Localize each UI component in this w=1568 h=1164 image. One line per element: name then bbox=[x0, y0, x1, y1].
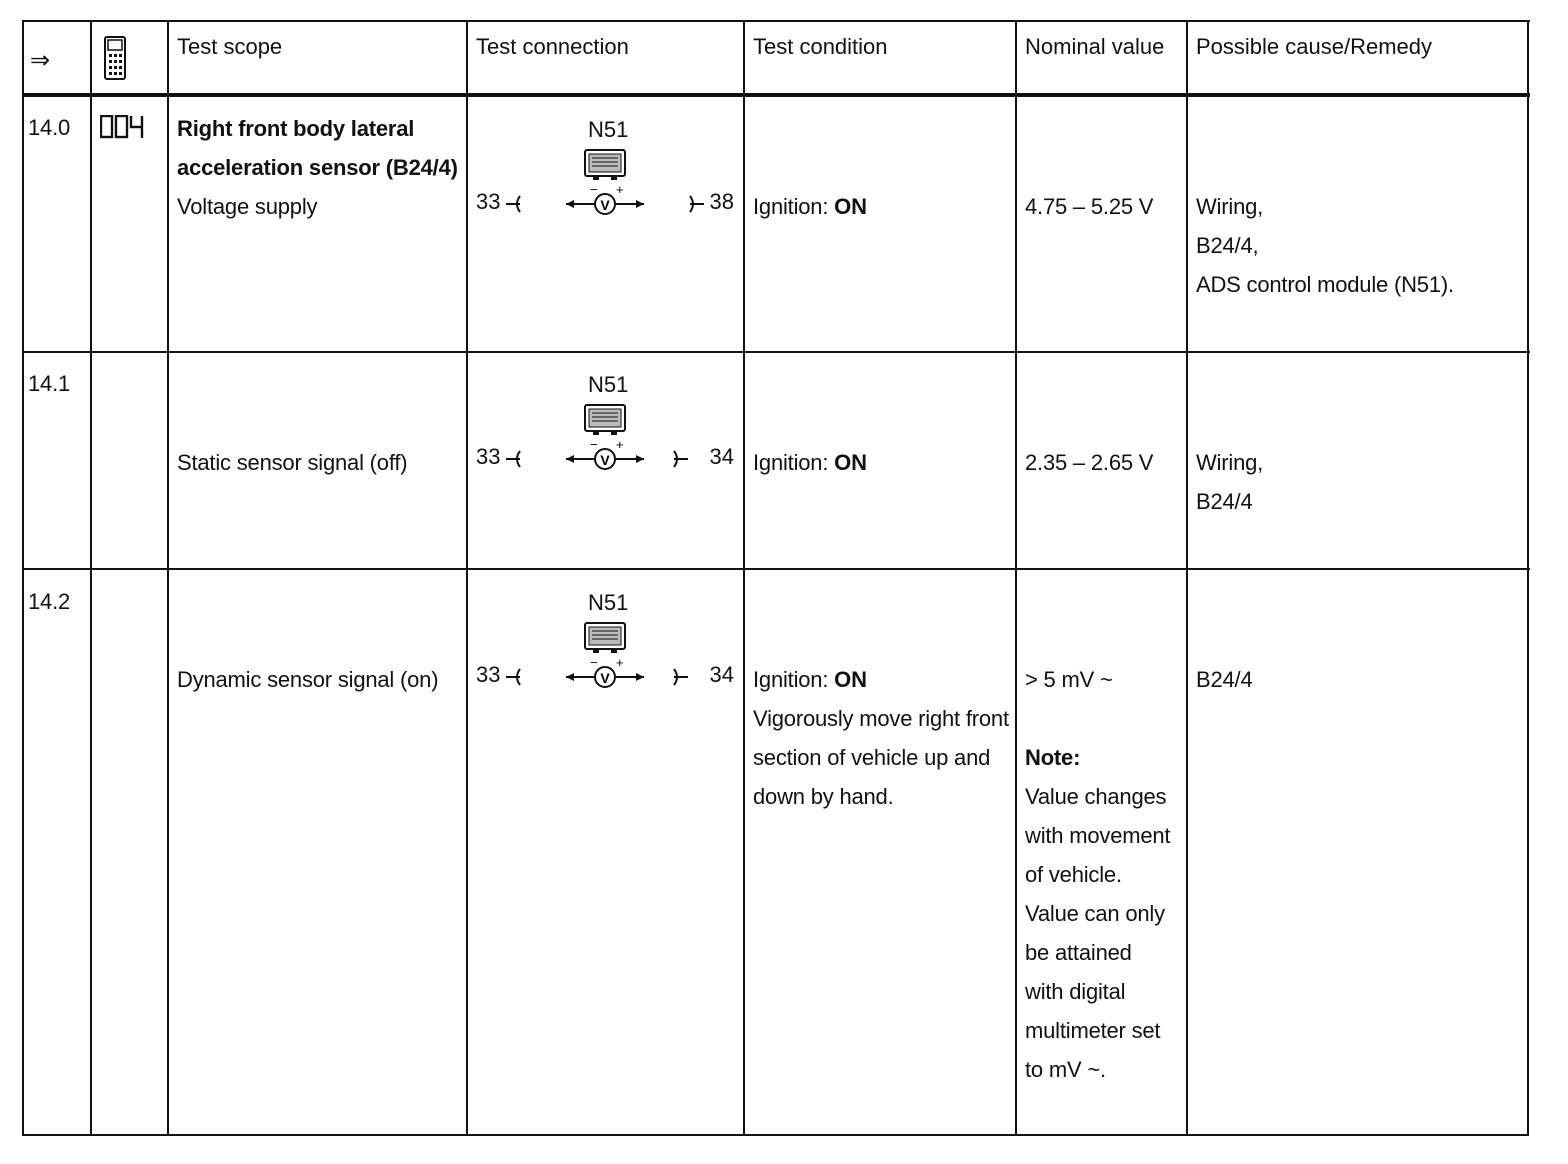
svg-text:V: V bbox=[600, 197, 610, 213]
scope-title-line2: acceleration sensor (B24/4) bbox=[177, 155, 458, 180]
voltmeter-icon bbox=[566, 182, 644, 214]
header-nominal-value: Nominal value bbox=[1025, 34, 1165, 59]
code-004-display bbox=[100, 115, 144, 139]
row-step: 14.2 bbox=[28, 589, 71, 614]
note-line: with movement bbox=[1025, 823, 1171, 848]
col-divider-5 bbox=[1015, 20, 1017, 1136]
col-border-left bbox=[22, 20, 24, 1136]
test-connection-diagram bbox=[468, 589, 738, 699]
pin-left: 33 bbox=[476, 444, 501, 469]
note-line: multimeter set bbox=[1025, 1018, 1161, 1043]
test-condition-line4: down by hand. bbox=[753, 784, 894, 809]
header-possible-cause: Possible cause/Remedy bbox=[1196, 34, 1433, 59]
table-border-top bbox=[22, 20, 1530, 22]
scope-text: Dynamic sensor signal (on) bbox=[177, 667, 439, 692]
header-test-condition: Test condition bbox=[753, 34, 888, 59]
connector-icon bbox=[585, 623, 625, 653]
cause-line1: B24/4 bbox=[1196, 667, 1253, 692]
seven-segment-code bbox=[100, 115, 144, 144]
test-connection-diagram bbox=[468, 116, 738, 226]
row-divider-2 bbox=[22, 568, 1530, 570]
cause-line1: Wiring, bbox=[1196, 194, 1264, 219]
voltmeter-icon bbox=[566, 437, 644, 469]
pin-right: 38 bbox=[709, 189, 734, 214]
svg-text:+: + bbox=[616, 655, 624, 670]
row-step: 14.1 bbox=[28, 371, 71, 396]
col-divider-4 bbox=[743, 20, 745, 1136]
cause-line3: ADS control module (N51). bbox=[1196, 272, 1454, 297]
nominal-value: 2.35 – 2.65 V bbox=[1025, 450, 1154, 475]
test-condition: Ignition: ON bbox=[753, 194, 867, 219]
svg-text:−: − bbox=[590, 437, 598, 452]
note-title: Note: bbox=[1025, 745, 1081, 770]
module-label: N51 bbox=[588, 590, 629, 615]
header-arrow: ⇒ bbox=[30, 47, 51, 74]
header-divider bbox=[22, 93, 1530, 97]
col-divider-2 bbox=[167, 20, 169, 1136]
svg-text:−: − bbox=[590, 182, 598, 197]
pin-right: 34 bbox=[709, 662, 734, 687]
nominal-value: 4.75 – 5.25 V bbox=[1025, 194, 1154, 219]
note-line: be attained bbox=[1025, 940, 1132, 965]
test-condition: Ignition: ON bbox=[753, 450, 867, 475]
svg-text:+: + bbox=[616, 437, 624, 452]
cause-line1: Wiring, bbox=[1196, 450, 1264, 475]
pin-left: 33 bbox=[476, 662, 501, 687]
svg-text:V: V bbox=[600, 670, 610, 686]
col-border-right bbox=[1527, 20, 1529, 1136]
svg-text:−: − bbox=[590, 655, 598, 670]
row-divider-1 bbox=[22, 351, 1530, 353]
module-label: N51 bbox=[588, 117, 629, 142]
test-condition: Ignition: ON bbox=[753, 667, 867, 692]
nominal-value: > 5 mV ~ bbox=[1025, 667, 1113, 692]
col-divider-1 bbox=[90, 20, 92, 1136]
test-connection-diagram bbox=[468, 371, 738, 481]
scope-text: Static sensor signal (off) bbox=[177, 450, 408, 475]
note-line: with digital bbox=[1025, 979, 1126, 1004]
pin-right: 34 bbox=[709, 444, 734, 469]
pin-left: 33 bbox=[476, 189, 501, 214]
note-line: to mV ~. bbox=[1025, 1057, 1106, 1082]
table-border-bottom bbox=[22, 1134, 1528, 1136]
row-step: 14.0 bbox=[28, 115, 71, 140]
connector-icon bbox=[585, 405, 625, 435]
svg-text:V: V bbox=[600, 452, 610, 468]
connector-icon bbox=[585, 150, 625, 180]
note-line: Value changes bbox=[1025, 784, 1167, 809]
header-test-connection: Test connection bbox=[476, 34, 629, 59]
col-divider-6 bbox=[1186, 20, 1188, 1136]
scope-title-line1: Right front body lateral bbox=[177, 116, 415, 141]
cause-line2: B24/4 bbox=[1196, 489, 1253, 514]
scope-subtitle: Voltage supply bbox=[177, 194, 318, 219]
header-test-scope: Test scope bbox=[177, 34, 283, 59]
note-line: of vehicle. bbox=[1025, 862, 1122, 887]
voltmeter-icon bbox=[566, 655, 644, 687]
note-line: Value can only bbox=[1025, 901, 1165, 926]
module-label: N51 bbox=[588, 372, 629, 397]
test-condition-line2: Vigorously move right front bbox=[753, 706, 1009, 731]
svg-text:+: + bbox=[616, 182, 624, 197]
test-condition-line3: section of vehicle up and bbox=[753, 745, 991, 770]
tester-device-icon bbox=[104, 36, 126, 85]
cause-line2: B24/4, bbox=[1196, 233, 1259, 258]
